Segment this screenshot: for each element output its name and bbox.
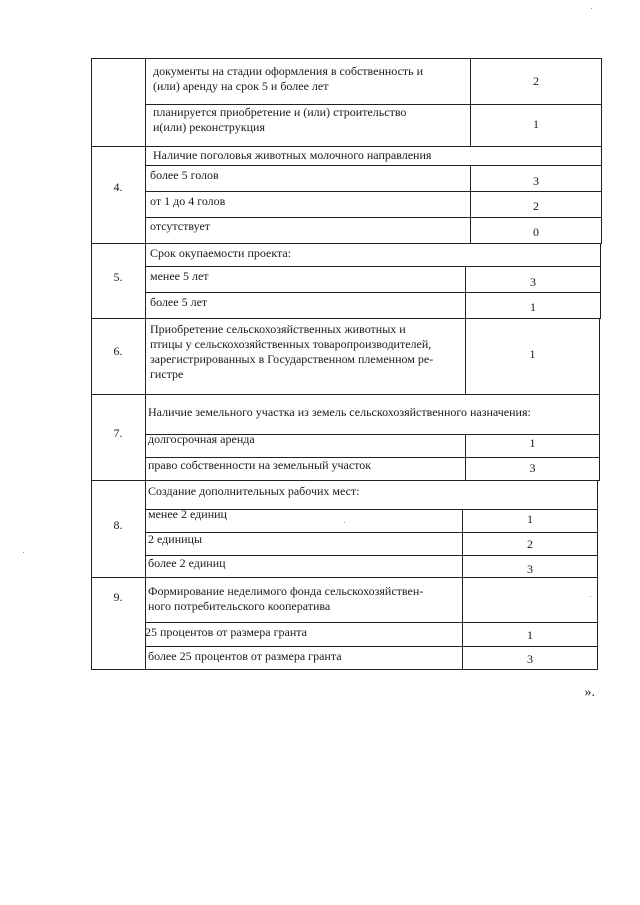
row5b-score: 1	[530, 300, 536, 314]
row4b-text: от 1 до 4 голов	[150, 194, 226, 208]
row7-number: 7.	[113, 426, 123, 440]
row3a-score: 2	[533, 74, 539, 88]
row8b-score: 2	[527, 537, 533, 551]
row3b-text: планируется приобретение и (или) строительство и(или) реконструкция	[153, 105, 407, 134]
row7a-text: долгосрочная аренда	[148, 432, 255, 446]
row6-number: 6.	[113, 344, 123, 358]
row8b-text: 2 единицы	[148, 532, 203, 546]
row5-title: Срок окупаемости проекта:	[150, 246, 292, 260]
row8a-score: 1	[527, 512, 533, 526]
row7b-score: 3	[529, 461, 536, 475]
row5b-text: более 5 лет	[150, 295, 208, 309]
row4-number: 4.	[113, 180, 123, 194]
row4c-score: 0	[533, 225, 539, 239]
row9b-score: 3	[527, 652, 533, 666]
row5a-score: 3	[530, 275, 536, 289]
row4b-score: 2	[533, 199, 539, 213]
row7a-score: 1	[529, 436, 536, 450]
row9a-text: 25 процентов от размера гранта	[145, 625, 307, 639]
closing-quote: ».	[584, 685, 595, 700]
row9-title: Формирование неделимого фонда сельскохозяйствен- ного потребительского кооператива	[148, 584, 424, 613]
row9a-score: 1	[527, 628, 533, 642]
row3a-text: документы на стадии оформления в собственность и (или) аренду на срок 5 и более лет	[153, 64, 424, 93]
row5-number: 5.	[113, 270, 123, 284]
row8c-score: 3	[527, 562, 533, 576]
row3b-score: 1	[533, 117, 539, 131]
row4-title: Наличие поголовья животных молочного направления	[153, 148, 432, 162]
row7b-text: право собственности на земельный участок	[148, 458, 372, 472]
row5a-text: менее 5 лет	[150, 269, 209, 283]
row8-title: Создание дополнительных рабочих мест:	[148, 484, 360, 498]
row8a-text: менее 2 единиц	[148, 507, 227, 521]
row6-score: 1	[529, 347, 536, 361]
row4a-score: 3	[533, 174, 539, 188]
row6-text: Приобретение сельскохозяйственных животных и птицы у сельскохозяйственных товаропроизводителей, зарегистрированных в Государственном племенном ре- гистре	[150, 322, 434, 381]
row9-number: 9.	[113, 590, 123, 604]
row7-title: Наличие земельного участка из земель сельскохозяйственного назначения:	[148, 405, 531, 419]
row8c-text: более 2 единиц	[148, 556, 226, 570]
row4a-text: более 5 голов	[150, 168, 219, 182]
row4c-text: отсутствует	[150, 219, 211, 233]
row8-number: 8.	[113, 518, 123, 532]
row9b-text: более 25 процентов от размера гранта	[148, 649, 342, 663]
